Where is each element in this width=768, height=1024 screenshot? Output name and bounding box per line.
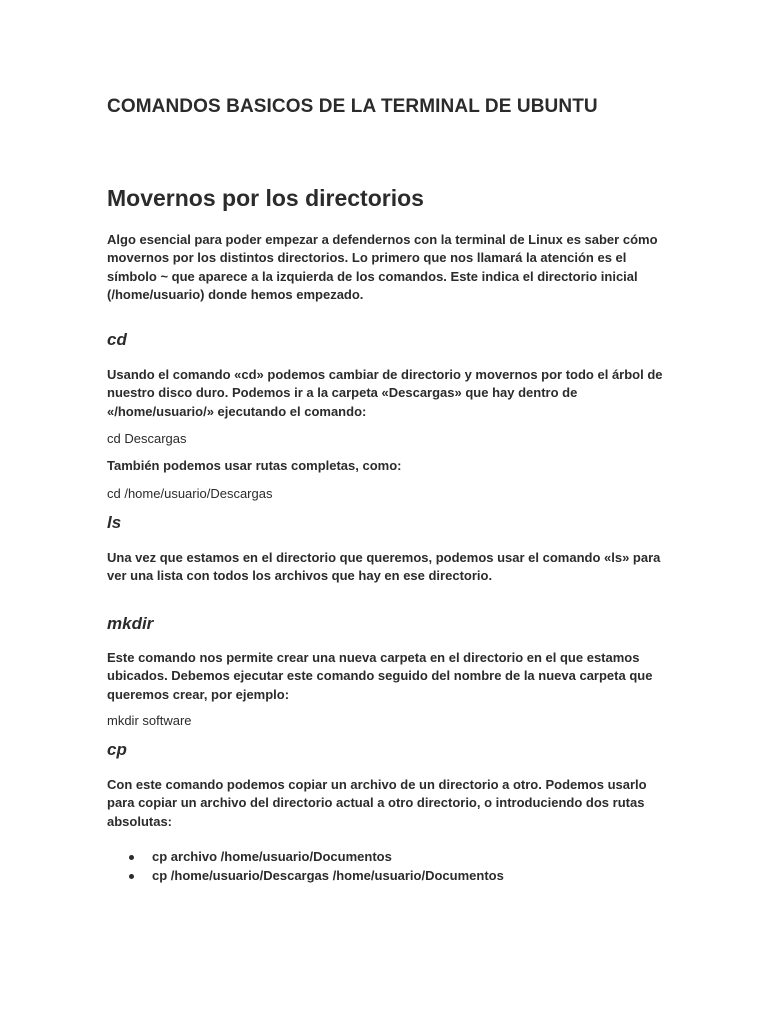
bullet-icon — [129, 855, 134, 860]
cp-examples-list — [107, 848, 504, 885]
list-item — [107, 848, 504, 867]
cp-example-1: cp archivo /home/usuario/Documentos — [152, 849, 392, 864]
section-title: Movernos por los directorios — [107, 185, 424, 211]
ls-heading: ls — [107, 513, 122, 532]
intro-paragraph: Algo esencial para poder empezar a defendernos con la terminal de Linux es saber cómo movernos por los distintos directorios. Lo primero que nos llamará la atención es el símbolo ~ que aparece a la izquierda de los comandos. Este indica el directorio inicial (/home/usuario) donde hemos empezado. — [107, 232, 658, 303]
cd-example-full: cd /home/usuario/Descargas — [107, 486, 273, 501]
list-item — [107, 867, 504, 886]
cp-heading: cp — [107, 740, 127, 759]
cp-example-2: cp /home/usuario/Descargas /home/usuario/Documentos — [152, 867, 504, 883]
cp-description: Con este comando podemos copiar un archivo de un directorio a otro. Podemos usarlo para copiar un archivo del directorio actual a otro directorio, o introduciendo dos rutas absolutas: — [107, 777, 647, 829]
mkdir-example: mkdir software — [107, 713, 192, 728]
cd-note: También podemos usar rutas completas, como: — [107, 458, 402, 473]
cd-example: cd Descargas — [107, 431, 187, 446]
bullet-icon — [129, 874, 134, 879]
cd-heading: cd — [107, 330, 127, 349]
mkdir-heading: mkdir — [107, 614, 154, 633]
cd-description: Usando el comando «cd» podemos cambiar de directorio y movernos por todo el árbol de nuestro disco duro. Podemos ir a la carpeta «Descargas» que hay dentro de «/home/usuario/» ejecutando el comando: — [107, 367, 663, 419]
mkdir-description: Este comando nos permite crear una nueva carpeta en el directorio en el que estamos ubicados. Debemos ejecutar este comando seguido del nombre de la nueva carpeta que queremos crear, por ejemplo: — [107, 650, 653, 702]
ls-description: Una vez que estamos en el directorio que queremos, podemos usar el comando «ls» para ver una lista con todos los archivos que hay en ese directorio. — [107, 550, 661, 584]
document-title: COMANDOS BASICOS DE LA TERMINAL DE UBUNTU — [107, 96, 598, 117]
